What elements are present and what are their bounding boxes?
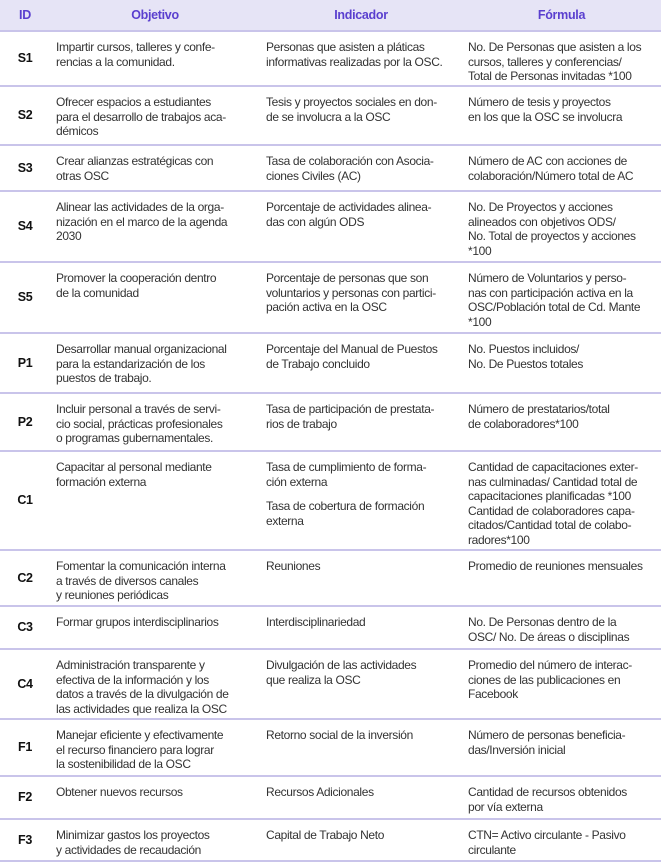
indicador-cell: Retorno social de la inversión <box>260 719 462 776</box>
indicador-cell: Recursos Adicionales <box>260 776 462 819</box>
formula-cell: No. De Personas dentro de la OSC/ No. De áreas o disciplinas <box>462 606 661 649</box>
row-id: C4 <box>0 649 50 719</box>
objetivo-cell: Crear alianzas estratégicas con otras OSC <box>50 145 260 191</box>
objetivo-cell: Obtener nuevos recursos <box>50 776 260 819</box>
row-id: C2 <box>0 550 50 606</box>
indicador-cell: Tasa de participación de prestata- rios de trabajo <box>260 393 462 451</box>
row-id: F3 <box>0 819 50 861</box>
indicador-cell: Capital de Trabajo Neto <box>260 819 462 861</box>
objetivo-cell: Minimizar gastos los proyectos y actividades de recaudación <box>50 819 260 861</box>
header-formula: Fórmula <box>462 0 661 31</box>
indicador-cell: Porcentaje de actividades alinea- das con algún ODS <box>260 191 462 262</box>
formula-cell: CTN= Activo circulante - Pasivo circulante <box>462 819 661 861</box>
indicador-text-2: Tasa de cobertura de formación externa <box>266 499 425 528</box>
table-header <box>0 0 661 31</box>
formula-cell: Promedio de reuniones mensuales <box>462 550 661 606</box>
row-id: F1 <box>0 719 50 776</box>
formula-cell: No. Puestos incluidos/ No. De Puestos totales <box>462 333 661 393</box>
indicador-cell: Reuniones <box>260 550 462 606</box>
table-row <box>0 333 661 393</box>
objetivo-cell: Incluir personal a través de servi- cio social, prácticas profesionales o programas gubernamentales. <box>50 393 260 451</box>
table-row <box>0 262 661 333</box>
formula-cell: No. De Proyectos y acciones alineados con objetivos ODS/ No. Total de proyectos y acciones *100 <box>462 191 661 262</box>
formula-cell: Cantidad de recursos obtenidos por vía externa <box>462 776 661 819</box>
indicador-cell: Porcentaje de personas que son voluntarios y personas con partici- pación activa en la OSC <box>260 262 462 333</box>
row-id: S2 <box>0 86 50 145</box>
header-indicador: Indicador <box>260 0 462 31</box>
table-row <box>0 191 661 262</box>
objetivo-cell: Ofrecer espacios a estudiantes para el desarrollo de trabajos aca- démicos <box>50 86 260 145</box>
table-row <box>0 393 661 451</box>
row-id: P2 <box>0 393 50 451</box>
row-id: C3 <box>0 606 50 649</box>
indicador-cell: Personas que asisten a pláticas informativas realizadas por la OSC. <box>260 31 462 86</box>
formula-cell: Número de personas beneficia- das/Inversión inicial <box>462 719 661 776</box>
row-id: S4 <box>0 191 50 262</box>
formula-cell: Promedio del número de interac- ciones de las publicaciones en Facebook <box>462 649 661 719</box>
formula-cell: Número de Voluntarios y perso- nas con participación activa en la OSC/Población total de Cd. Mante *100 <box>462 262 661 333</box>
table-row <box>0 145 661 191</box>
table-row <box>0 776 661 819</box>
table-row <box>0 719 661 776</box>
objetivo-cell: Capacitar al personal mediante formación externa <box>50 451 260 550</box>
indicador-cell <box>260 451 462 550</box>
objetivo-cell: Promover la cooperación dentro de la comunidad <box>50 262 260 333</box>
indicador-cell: Tesis y proyectos sociales en don- de se involucra a la OSC <box>260 86 462 145</box>
objetivo-cell: Formar grupos interdisciplinarios <box>50 606 260 649</box>
objetivo-cell: Manejar eficiente y efectivamente el recurso financiero para lograr la sostenibilidad de la OSC <box>50 719 260 776</box>
row-id: S5 <box>0 262 50 333</box>
table-row <box>0 819 661 861</box>
table-row <box>0 31 661 86</box>
formula-cell: Número de prestatarios/total de colaboradores*100 <box>462 393 661 451</box>
row-id: S3 <box>0 145 50 191</box>
header-objetivo: Objetivo <box>50 0 260 31</box>
objetivo-cell: Administración transparente y efectiva de la información y los datos a través de la divulgación de las actividades que realiza la OSC <box>50 649 260 719</box>
objetivo-cell: Impartir cursos, talleres y confe- rencias a la comunidad. <box>50 31 260 86</box>
row-id: F2 <box>0 776 50 819</box>
table-row <box>0 550 661 606</box>
indicador-cell: Divulgación de las actividades que realiza la OSC <box>260 649 462 719</box>
objetivo-cell: Fomentar la comunicación interna a través de diversos canales y reuniones periódicas <box>50 550 260 606</box>
row-id: C1 <box>0 451 50 550</box>
row-id: S1 <box>0 31 50 86</box>
objetivo-cell: Desarrollar manual organizacional para la estandarización de los puestos de trabajo. <box>50 333 260 393</box>
spacer <box>266 489 458 499</box>
objetivo-cell: Alinear las actividades de la orga- nización en el marco de la agenda 2030 <box>50 191 260 262</box>
indicador-cell: Porcentaje del Manual de Puestos de Trabajo concluido <box>260 333 462 393</box>
table-row <box>0 649 661 719</box>
indicador-text: Tasa de cumplimiento de forma- ción externa <box>266 460 427 489</box>
formula-cell: Cantidad de capacitaciones exter- nas culminadas/ Cantidad total de capacitaciones planificadas *100 Cantidad de colaboradores capa- citados/Cantidad total de colabo- radores*100 <box>462 451 661 550</box>
formula-cell: Número de tesis y proyectos en los que la OSC se involucra <box>462 86 661 145</box>
indicador-cell: Tasa de colaboración con Asocia- ciones Civiles (AC) <box>260 145 462 191</box>
formula-cell: Número de AC con acciones de colaboración/Número total de AC <box>462 145 661 191</box>
row-id: P1 <box>0 333 50 393</box>
table-row <box>0 451 661 550</box>
table-row <box>0 86 661 145</box>
indicador-cell: Interdisciplinariedad <box>260 606 462 649</box>
header-id: ID <box>0 0 50 31</box>
table-row <box>0 606 661 649</box>
formula-cell: No. De Personas que asisten a los cursos, talleres y conferencias/ Total de Personas invitadas *100 <box>462 31 661 86</box>
